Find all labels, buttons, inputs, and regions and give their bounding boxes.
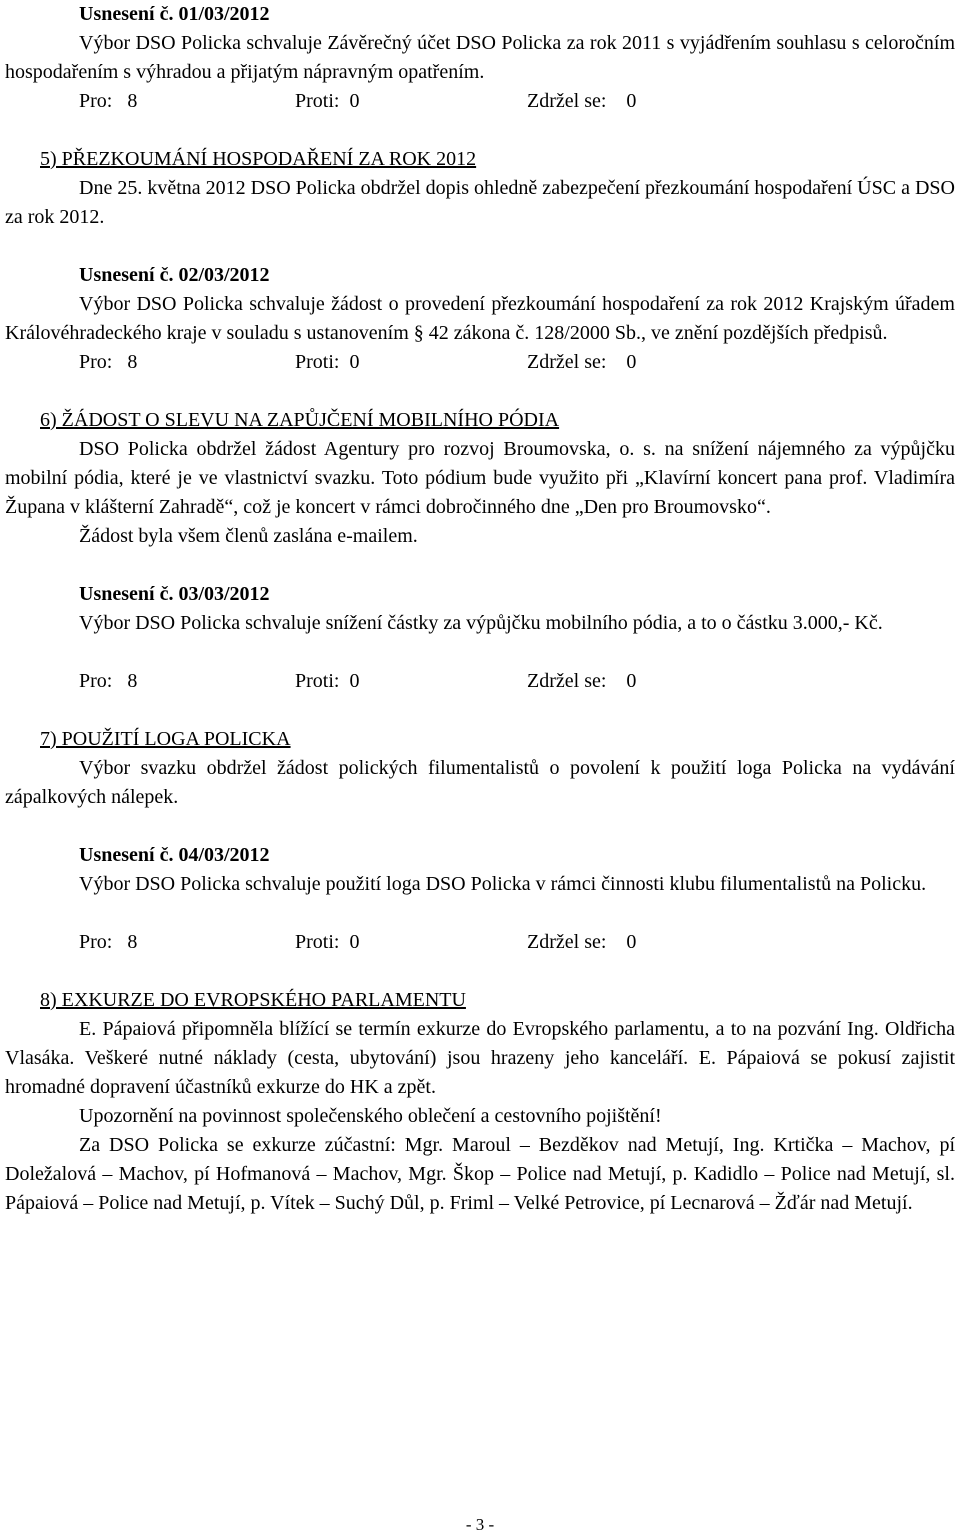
vote-zdrzel: Zdržel se: 0 <box>527 670 637 692</box>
vote-line-02 <box>5 348 955 377</box>
vote-line-01 <box>5 87 955 116</box>
section-body-6b: Žádost byla všem členů zaslána e-mailem. <box>79 525 418 547</box>
resolution-text-02: Výbor DSO Policka schvaluje žádost o provedení přezkoumání hospodaření za rok 2012 Krajským úřadem Královéhradeckého kraje v souladu s ustanovením § 42 zákona č. 128/2000 Sb., ve znění pozdějších předpisů. <box>5 293 955 344</box>
section-body-6: DSO Policka obdržel žádost Agentury pro rozvoj Broumovska, o. s. na snížení nájemného za výpůjčku mobilní pódia, které je ve vlastnictví svazku. Toto pódium bude využito při „Klavírní koncert pana prof. Vladimíra Županа v klášterní Zahradě“, což je koncert v rámci dobročinného dne „Den pro Broumovsko“. <box>5 438 955 518</box>
section-title-7: 7) POUŽITÍ LOGA POLICKA <box>40 728 291 750</box>
resolution-heading-04: Usnesení č. 04/03/2012 <box>79 844 270 866</box>
document-page <box>5 0 955 1218</box>
vote-pro: Pro: 8 <box>79 351 138 373</box>
vote-zdrzel: Zdržel se: 0 <box>527 351 637 373</box>
section-title-5: 5) PŘEZKOUMÁNÍ HOSPODAŘENÍ ZA ROK 2012 <box>40 148 477 170</box>
section-title-6: 6) ŽÁDOST O SLEVU NA ZAPŮJČENÍ MOBILNÍHO PÓDIA <box>40 409 560 431</box>
section-body-8b: Upozornění na povinnost společenského oblečení a cestovního pojištění! <box>79 1105 662 1127</box>
vote-line-03 <box>5 667 955 696</box>
vote-zdrzel: Zdržel se: 0 <box>527 90 637 112</box>
vote-pro: Pro: 8 <box>79 90 138 112</box>
section-body-5: Dne 25. května 2012 DSO Policka obdržel dopis ohledně zabezpečení přezkoumání hospodaření ÚSC a DSO za rok 2012. <box>5 177 955 228</box>
vote-pro: Pro: 8 <box>79 931 138 953</box>
resolution-heading-01: Usnesení č. 01/03/2012 <box>79 3 270 25</box>
resolution-heading-03: Usnesení č. 03/03/2012 <box>79 583 270 605</box>
vote-pro: Pro: 8 <box>79 670 138 692</box>
section-body-8c: Za DSO Policka se exkurze zúčastní: Mgr. Maroul – Bezděkov nad Metují, Ing. Krtička – Machov, pí Doležalová – Machov, pí Hofmanová – Machov, Mgr. Škop – Police nad Metují, p. Kadidlo – Police nad Metují, sl. Pápaiová – Police nad Metují, p. Vítek – Suchý Důl, p. Friml – Velké Petrovice, pí Lecnarová – Žďár nad Metují. <box>5 1134 955 1214</box>
vote-proti: Proti: 0 <box>295 931 360 953</box>
section-body-7: Výbor svazku obdržel žádost polických filumentalistů o povolení k použití loga Policka na vydávání zápalkových nálepek. <box>5 757 955 808</box>
resolution-text-03: Výbor DSO Policka schvaluje snížení částky za výpůjčku mobilního pódia, a to o částku 3.000,- Kč. <box>79 612 883 634</box>
resolution-text-04: Výbor DSO Policka schvaluje použití loga DSO Policka v rámci činnosti klubu filumentalistů na Policku. <box>79 873 927 895</box>
resolution-heading-02: Usnesení č. 02/03/2012 <box>79 264 270 286</box>
vote-proti: Proti: 0 <box>295 90 360 112</box>
vote-line-04 <box>5 928 955 957</box>
resolution-text-01: Výbor DSO Policka schvaluje Závěrečný účet DSO Policka za rok 2011 s vyjádřením souhlasu s celoročním hospodařením s výhradou a přijatým nápravným opatřením. <box>5 32 955 83</box>
section-body-8: E. Pápaiová připomněla blížící se termín exkurze do Evropského parlamentu, a to na pozvání Ing. Oldřicha Vlasáka. Veškeré nutné náklady (cesta, ubytování) jsou hrazeny jeho kanceláří. E. Pápaiová se pokusí zajistit hromadné dopravení účastníků exkurze do HK a zpět. <box>5 1018 955 1098</box>
section-title-8: 8) EXKURZE DO EVROPSKÉHO PARLAMENTU <box>40 989 466 1011</box>
vote-proti: Proti: 0 <box>295 351 360 373</box>
page-number: - 3 - <box>465 1515 495 1534</box>
vote-proti: Proti: 0 <box>295 670 360 692</box>
vote-zdrzel: Zdržel se: 0 <box>527 931 637 953</box>
